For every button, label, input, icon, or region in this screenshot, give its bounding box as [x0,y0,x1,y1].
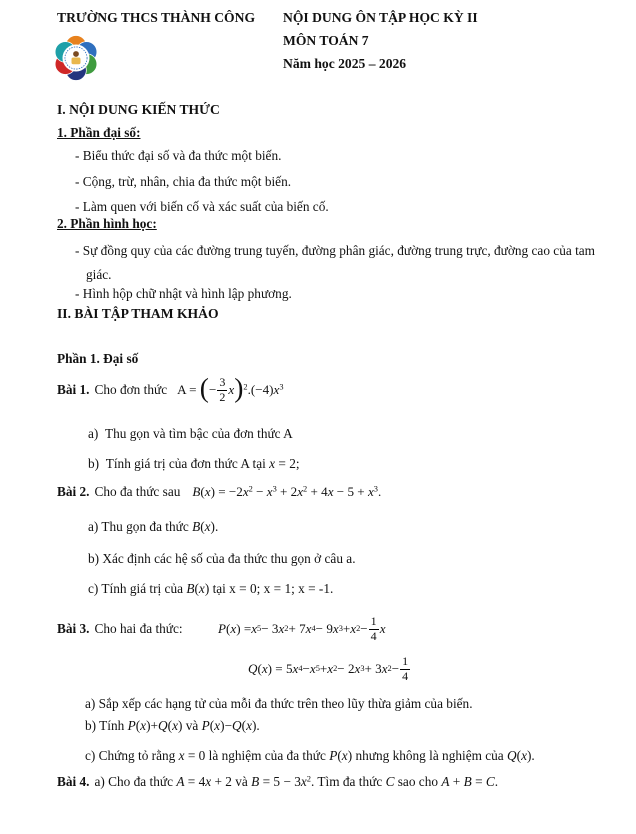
problem-1-formula: A = (− $\frac{3}{2}$ $x)^2.(-4)x^3$ [177,372,284,404]
document-title: NỘI DUNG ÔN TẬP HỌC KỲ II [283,10,478,25]
problem-3-item-a: a) Sắp xếp các hạng tử của mỗi đa thức trên theo lũy thừa giảm của biến. [85,696,473,711]
problem-3-formula-p: P ( x ) = x 5 − 3 x 2 + 7 x 4 − 9 x 3 + x 2 − $\frac{1}{4}$ x [218,614,386,643]
problem-1-label: Bài 1. [57,382,90,397]
problem-4-text: a) Cho đa thức A = 4x + 2 và $B = 5 - 3x^2$. Tìm đa thức C sao cho A + B = C. [94,773,499,789]
school-name: TRƯỜNG THCS THÀNH CÔNG [57,10,256,25]
problem-3-label: Bài 3. [57,621,90,636]
problem-3-statement [57,620,183,638]
geometry-item: - Sự đồng quy của các đường trung tuyến, đường phân giác, đường trung trực, đường cao của tam giác. [75,243,596,282]
problem-1-item-b: b) Tính giá trị của đơn thức A tại x = 2; [88,456,300,471]
problem-1-intro: Cho đơn thức [94,382,168,397]
problem-4-statement [57,773,498,791]
problem-2-item-c: c) Tính giá trị của B(x) tại x = 0; x = 1; x = -1. [88,581,334,596]
section-knowledge-heading: I. NỘI DUNG KIẾN THỨC [57,102,220,117]
problem-2-intro: Cho đa thức sau [94,484,181,499]
algebra-item: - Biểu thức đại số và đa thức một biến. [75,148,282,163]
problem-2-label: Bài 2. [57,484,90,499]
logo-figure-body [72,58,81,65]
geometry-item: - Hình hộp chữ nhật và hình lập phương. [75,286,292,301]
logo-figure-head [73,51,79,57]
algebra-item: - Làm quen với biến cố và xác suất của biến cố. [75,199,329,214]
subject-title: MÔN TOÁN 7 [283,33,369,48]
problem-2-item-b: b) Xác định các hệ số của đa thức thu gọn ở câu a. [88,551,356,566]
problem-1-statement [57,368,284,412]
algebra-heading: 1. Phần đại số: [57,125,141,140]
section-exercises-heading: II. BÀI TẬP THAM KHẢO [57,306,219,321]
problem-2-item-a: a) Thu gọn đa thức B(x). [88,519,219,534]
problem-4-label: Bài 4. [57,774,90,789]
problem-3-item-b: b) Tính P(x)+Q(x) và P(x)−Q(x). [85,718,260,733]
school-logo [49,31,103,85]
problem-2-formula: $B(x) = -2x^2 - x^3 + 2x^2 + 4x - 5 + x^3$. [192,484,382,499]
problem-1-item-a: a) Thu gọn và tìm bậc của đơn thức A [88,426,293,441]
part1-heading: Phần 1. Đại số [57,351,139,366]
geometry-heading: 2. Phần hình học: [57,216,157,231]
algebra-item: - Cộng, trừ, nhân, chia đa thức một biến. [75,174,292,189]
problem-3-intro: Cho hai đa thức: [94,621,183,636]
school-year: Năm học 2025 – 2026 [283,56,407,71]
problem-3-formula-q: Q ( x ) = 5 x 4 − x 5 + x 2 − 2 x 3 + 3 x 2 − $\frac{1}{4}$ [248,654,409,683]
problem-3-item-c: c) Chứng tỏ rằng x = 0 là nghiệm của đa thức P(x) nhưng không là nghiệm của Q(x). [85,748,535,763]
problem-2-statement [57,483,381,501]
